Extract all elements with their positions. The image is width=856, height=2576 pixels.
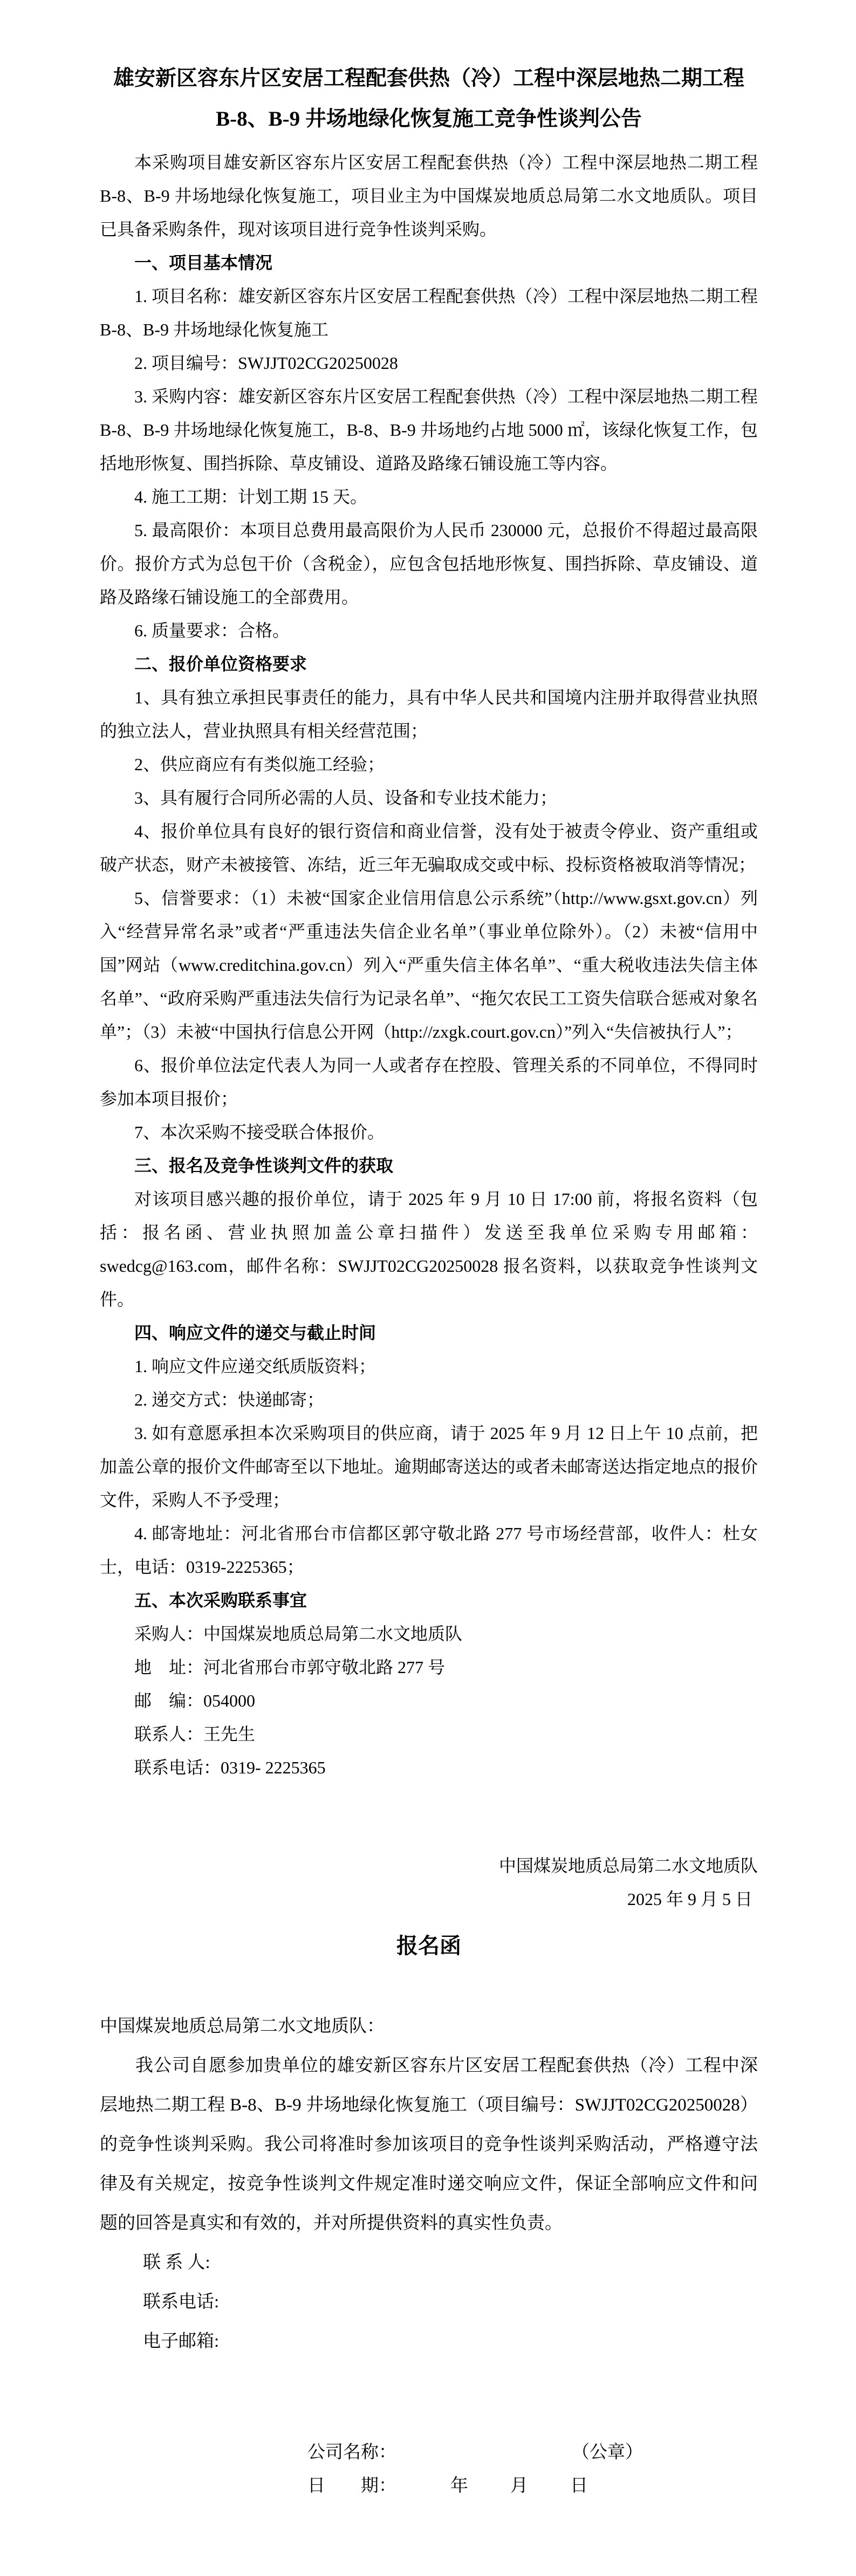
letter-field-contact: 联 系 人: bbox=[143, 2253, 210, 2272]
company-name-label: 公司名称： bbox=[307, 2443, 396, 2462]
section-item: 1. 响应文件应递交纸质版资料； bbox=[134, 1356, 376, 1376]
signature-org: 中国煤炭地质总局第二水文地质队 bbox=[498, 1856, 758, 1875]
date-year-label: 年 bbox=[450, 2476, 468, 2496]
section-item: 2. 项目编号：SWJJT02CG20250028 bbox=[134, 353, 398, 373]
section-item: 对该项目感兴趣的报价单位，请于 2025 年 9 月 10 日 17:00 前，将报名资料（包括：报名函、营业执照加盖公章扫描件）发送至我单位采购专用邮箱：swedcg@163.com，邮件名称：SWJJT02CG20250028 报名资料，以获取竞争性谈判文件。 bbox=[100, 1189, 758, 1309]
signature-block bbox=[100, 1849, 758, 1916]
contact-address: 地 址：河北省邢台市郭守敬北路 277 号 bbox=[134, 1657, 446, 1677]
announcement-title bbox=[100, 58, 758, 139]
section-registration-and-document-acquisition bbox=[100, 1149, 758, 1316]
contact-phone: 联系电话：0319- 2225365 bbox=[134, 1758, 326, 1777]
contact-purchaser: 采购人：中国煤炭地质总局第二水文地质队 bbox=[134, 1624, 463, 1643]
official-seal-placeholder: （公章） bbox=[572, 2443, 643, 2462]
section-heading: 一、项目基本情况 bbox=[134, 253, 273, 272]
section-heading: 五、本次采购联系事宜 bbox=[134, 1591, 307, 1610]
announcement-intro: 本采购项目雄安新区容东片区安居工程配套供热（冷）工程中深层地热二期工程 B-8、B-9 井场地绿化恢复施工，项目业主为中国煤炭地质总局第二水文地质队。项目已具备采购条件，现对该项目进行竞争性谈判采购。 bbox=[100, 153, 758, 239]
letter-salutation: 中国煤炭地质总局第二水文地质队： bbox=[100, 2017, 385, 2036]
contact-person: 联系人：王先生 bbox=[134, 1724, 256, 1744]
section-item: 5. 最高限价：本项目总费用最高限价为人民币 230000 元，总报价不得超过最高限价。报价方式为总包干价（含税金），应包含包括地形恢复、围挡拆除、草皮铺设、道路及路缘石铺设施工的全部费用。 bbox=[100, 520, 758, 607]
letter-field-phone: 联系电话: bbox=[143, 2292, 220, 2312]
signature-date: 2025 年 9 月 5 日 bbox=[627, 1889, 752, 1909]
section-item: 6、报价单位法定代表人为同一人或者存在控股、管理关系的不同单位，不得同时参加本项目报价； bbox=[100, 1056, 758, 1108]
section-item: 4. 邮寄地址：河北省邢台市信都区郭守敬北路 277 号市场经营部，收件人：杜女士，电话：0319-2225365； bbox=[100, 1524, 758, 1577]
section-procurement-contact bbox=[100, 1584, 758, 1784]
section-heading: 三、报名及竞争性谈判文件的获取 bbox=[134, 1156, 394, 1175]
section-item: 2. 递交方式：快递邮寄； bbox=[134, 1390, 325, 1409]
section-item: 7、本次采购不接受联合体报价。 bbox=[134, 1122, 385, 1142]
announcement-title-line1: 雄安新区容东片区安居工程配套供热（冷）工程中深层地热二期工程 bbox=[113, 67, 744, 90]
company-name-line bbox=[100, 2436, 758, 2469]
section-item: 3、具有履行合同所必需的人员、设备和专业技术能力； bbox=[134, 788, 558, 807]
section-item: 3. 如有意愿承担本次采购项目的供应商，请于 2025 年 9 月 12 日上午 10 点前，把加盖公章的报价文件邮寄至以下地址。逾期邮寄送达的或者未邮寄送达指定地点的报价文件，采购人不予受理； bbox=[100, 1423, 758, 1510]
section-item: 3. 采购内容：雄安新区容东片区安居工程配套供热（冷）工程中深层地热二期工程 B-8、B-9 井场地绿化恢复施工，B-8、B-9 井场地约占地 5000 ㎡，该绿化恢复工作，包括地形恢复、围挡拆除、草皮铺设、道路及路缘石铺设施工等内容。 bbox=[100, 387, 758, 473]
section-item: 1. 项目名称：雄安新区容东片区安居工程配套供热（冷）工程中深层地热二期工程 B-8、B-9 井场地绿化恢复施工 bbox=[100, 286, 758, 339]
announcement-title-line2: B-8、B-9 井场地绿化恢复施工竞争性谈判公告 bbox=[216, 107, 642, 131]
section-item: 4、报价单位具有良好的银行资信和商业信誉，没有处于被责令停业、资产重组或破产状态，财产未被接管、冻结，近三年无骗取成交或中标、投标资格被取消等情况； bbox=[100, 821, 758, 874]
date-day-label: 日 bbox=[570, 2476, 588, 2496]
section-response-submission-deadline bbox=[100, 1316, 758, 1584]
letter-title: 报名函 bbox=[396, 1934, 461, 1958]
date-month-label: 月 bbox=[510, 2476, 528, 2496]
letter-closing bbox=[100, 2436, 758, 2503]
letter-body: 我公司自愿参加贵单位的雄安新区容东片区安居工程配套供热（冷）工程中深层地热二期工程 B-8、B-9 井场地绿化恢复施工（项目编号：SWJJT02CG20250028）的竞争性谈判采购。我公司将准时参加该项目的竞争性谈判采购活动，严格遵守法律及有关规定，按竞争性谈判文件规定准时递交响应文件，保证全部响应文件和问题的回答是真实和有效的，并对所提供资料的真实性负责。 bbox=[100, 2056, 758, 2233]
section-project-info bbox=[100, 246, 758, 647]
contact-postcode: 邮 编：054000 bbox=[134, 1691, 256, 1710]
section-item: 6. 质量要求：合格。 bbox=[134, 621, 290, 640]
application-letter bbox=[100, 1920, 758, 2503]
date-label: 日 期： bbox=[307, 2476, 396, 2496]
section-qualification-requirements bbox=[100, 647, 758, 1149]
section-heading: 二、报价单位资格要求 bbox=[134, 654, 307, 674]
letter-field-email: 电子邮箱: bbox=[143, 2332, 220, 2351]
section-item: 4. 施工工期：计划工期 15 天。 bbox=[134, 487, 368, 506]
section-item: 2、供应商应有有类似施工经验； bbox=[134, 755, 385, 774]
date-line bbox=[100, 2469, 758, 2503]
section-heading: 四、响应文件的递交与截止时间 bbox=[134, 1323, 376, 1342]
section-item: 5、信誉要求：（1）未被“国家企业信用信息公示系统”（http://www.gsxt.gov.cn）列入“经营异常名录”或者“严重违法失信企业名单”（事业单位除外）。（2）未被“信用中国”网站（www.creditchina.gov.cn）列入“严重失信主体名单”、“重大税收违法失信主体名单”、“政府采购严重违法失信行为记录名单”、“拖欠农民工工资失信联合惩戒对象名单”；（3）未被“中国执行信息公开网（http://zxgk.court.gov.cn）”列入“失信被执行人”； bbox=[100, 888, 758, 1042]
section-item: 1、具有独立承担民事责任的能力，具有中华人民共和国境内注册并取得营业执照的独立法人，营业执照具有相关经营范围； bbox=[100, 688, 758, 741]
